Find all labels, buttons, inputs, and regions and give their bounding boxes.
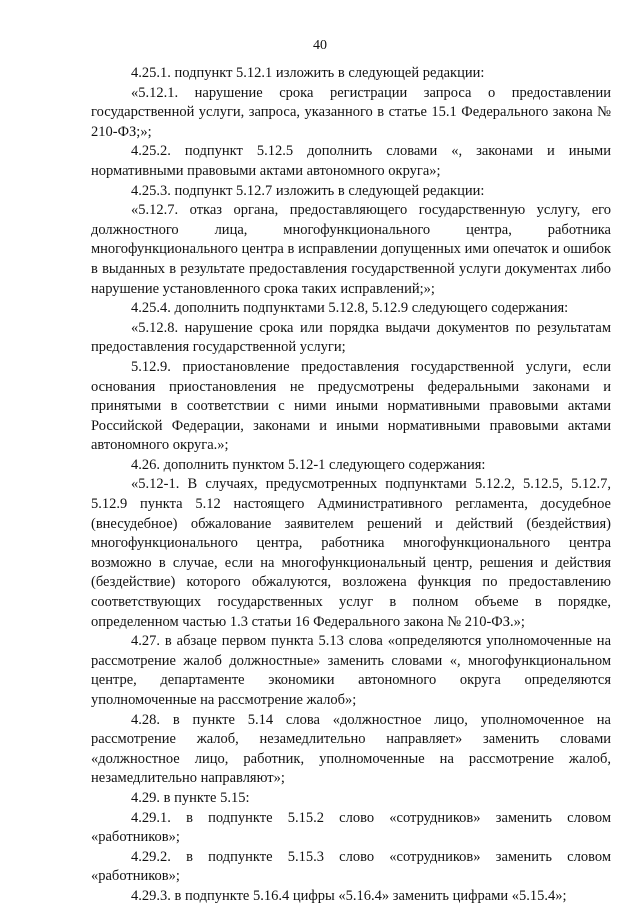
paragraph-4-27: 4.27. в абзаце первом пункта 5.13 слова «определяются уполномоченные на рассмотрение жалоб должностные» заменить словами «, многофункциональном центре, департаменте экономики автономного округа определяются уполномоченные на рассмотрение жалоб»;	[91, 633, 611, 708]
paragraph-4-25-1: 4.25.1. подпункт 5.12.1 изложить в следующей редакции:	[131, 65, 485, 81]
paragraph-4-29-3: 4.29.3. в подпункте 5.16.4 цифры «5.16.4» заменить цифрами «5.15.4»;	[131, 887, 567, 904]
paragraph-5-12-9-text: 5.12.9. приостановление предоставления государственной услуги, если основания приостановления не предусмотрены федеральными законами и принятыми в соответствии с ними иными нормативными правовыми актами Российской Федерации, законами и иными нормативными правовыми актами автономного округа.»;	[91, 358, 611, 454]
paragraph-4-25-2: 4.25.2. подпункт 5.12.5 дополнить словами «, законами и иными нормативными правовыми актами автономного округа»;	[91, 143, 611, 179]
page-number: 40	[313, 38, 327, 53]
paragraph-4-29-1: 4.29.1. в подпункте 5.15.2 слово «сотрудников» заменить словом «работников»;	[91, 809, 611, 846]
paragraph-4-26: 4.26. дополнить пунктом 5.12-1 следующего содержания:	[131, 456, 486, 473]
paragraph-4-29-2: 4.29.2. в подпункте 5.15.3 слово «сотрудников» заменить словом «работников»;	[91, 848, 611, 885]
paragraph-5-12-8-text: «5.12.8. нарушение срока или порядка выдачи документов по результатам предоставления государственной услуги;	[91, 319, 611, 356]
paragraph-5-12-1-dash-text: «5.12-1. В случаях, предусмотренных подпунктами 5.12.2, 5.12.5, 5.12.7, 5.12.9 пункта 5.12 настоящего Административного регламента, досудебное (внесудебное) обжалование заявителем решений и действий (бездействия) многофункционального центра, работника многофункционального центра возможно в случае, если на многофункциональный центр, решения и действия (бездействие) которого обжалуются, возложена функция по предоставлению соответствующих государственных услуг в полном объеме в порядке, определенном частью 1.3 статьи 16 Федерального закона № 210-ФЗ.»;	[91, 476, 611, 630]
paragraph-4-25-3: 4.25.3. подпункт 5.12.7 изложить в следующей редакции:	[131, 182, 485, 199]
document-body	[91, 64, 611, 907]
paragraph-5-12-7-text: «5.12.7. отказ органа, предоставляющего государственную услугу, его должностного лица, многофункционального центра, работника многофункционального центра в исправлении допущенных ими опечаток и ошибок в выданных в результате предоставления государственной услуги документах либо нарушение установленного срока таких исправлений;»;	[91, 202, 611, 297]
paragraph-4-25-4: 4.25.4. дополнить подпунктами 5.12.8, 5.12.9 следующего содержания:	[131, 300, 569, 317]
paragraph-4-28: 4.28. в пункте 5.14 слова «должностное лицо, уполномоченное на рассмотрение жалоб, незамедлительно направляет» заменить словами «должностное лицо, работник, уполномоченные на рассмотрение жалоб, незамедлительно направляют»;	[91, 711, 611, 787]
paragraph-5-12-1-text: «5.12.1. нарушение срока регистрации запроса о предоставлении государственной услуги, запроса, указанного в статье 15.1 Федерального закона № 210-ФЗ;»;	[91, 84, 611, 140]
paragraph-4-29: 4.29. в пункте 5.15:	[131, 789, 250, 806]
